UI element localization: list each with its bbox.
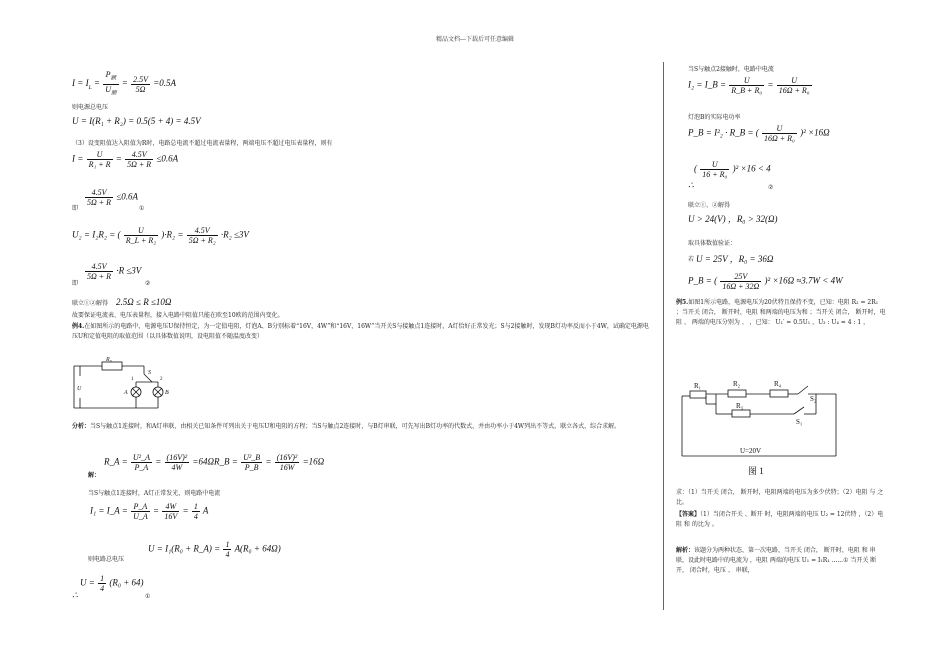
equation-u-r0: U = $\frac{1}{4}$ (R₀ + 64) — [80, 574, 144, 593]
label-r0: R₀ — [106, 357, 112, 363]
mark-1: ① — [139, 205, 145, 212]
label-s2: S₂ — [810, 395, 817, 403]
equation-ineq-2: $\frac{4.5V}{5\Omega + R}$ ·R ≤3V — [87, 262, 142, 281]
text-solve-right: 联立①、②解得 — [688, 202, 731, 209]
label-lamp-a: A — [124, 390, 128, 396]
equation-current-limit: I = $\frac{U}{\text{R₁ + R}}$ = $\frac{4.5V}{5\Omega + R}$ ≤0.6A — [72, 150, 179, 169]
text-ji-1: 即 — [72, 205, 79, 212]
text-lamp-b-power: 灯泡B的实际电功率 — [688, 114, 741, 121]
text-verify: 取具体数值验证： — [688, 240, 737, 247]
equation-ineq-1: $\frac{4.5V}{5\Omega + R}$ ≤0.6A — [87, 188, 139, 207]
text-conclusion: 故要保证电流表、电压表量程，接入电路中阻值只能在欧至10欧的范围内变化。 — [72, 312, 284, 319]
mark-2: ② — [145, 280, 151, 287]
equation-total-voltage: U = I(R₁ + R₂) = 0.5(5 + 4) = 4.5V — [72, 116, 201, 126]
label-lamp-b: B — [165, 390, 169, 396]
example-5: 例5.如图1所示电路，电源电压为20伏特且保持不变，已知：电阻 R₂ = 2R₁ ；当开关 闭合， 断开时，电阻 和两端的电压为和 ；当开关 闭合， 断开时，电阻 、 两端的电压分别为 、 ，已知： U₁′ = 0.5U₁ ，U₃ : U₄ = 4 : 1 ， — [676, 299, 886, 326]
explanation: 解析：该题分为两种状态，第一次电路，当开关 闭合， 断开时，电阻 和 串联，设此时电路中的电流为 ，电阻 两端的电压 U₁ = I₁R₁ ......① 当开关 断开， 闭合时，电压 、 串联， — [676, 547, 877, 574]
label-voltage-u: U — [77, 386, 82, 392]
label-contact-1: 1 — [131, 377, 134, 382]
equation-voltage-limit: U₂ = I₂R₂ = ( $\frac{U}{\text{R\_L + R₂}}$ )·R₂ = $\frac{4.5V}{\text{5Ω + R₂}}$ ·R₂ ≤3V — [72, 226, 249, 245]
equation-rb: R_B = $\frac{\text{U²\_B}}{P\_B}$ = $\frac{\text{(16V)²}}{16W}$ =16Ω — [214, 453, 325, 472]
label-switch-s: S — [148, 370, 151, 376]
text-if: 若 — [688, 256, 695, 263]
therefore-2: ∴ — [688, 180, 694, 190]
label-r4: R₄ — [774, 380, 782, 388]
equation-current: $I = I_L$ = $P_额$ $U_额$ = $\frac{2.5V}{5\Omega}$ =0.5A — [72, 70, 177, 97]
text-part3: （3）设变阻值达入阻值为R时，电路总电流不超过电流表量程，两端电压不超过电压表量程，则有 — [72, 140, 333, 147]
equation-i2: I₂ = I_B = $\frac{U}{\text{R\_B + R₀}}$ = $\frac{U}{\text{16Ω + R₀}}$ — [688, 76, 810, 95]
equation-u-r0-result: U > 24(V) ，R₀ > 32(Ω) — [688, 214, 778, 224]
text-total-voltage-2: 则电路总电压 — [88, 556, 125, 563]
figure-caption: 图 1 — [748, 466, 764, 476]
answer: 【答案】（1）当闭合开关 、断开 时，电阻两端的电压 U₂ = 12伏特 ，（2）电阻 和 的比为 。 — [676, 511, 884, 528]
equation-result-range: 2.5Ω ≤ R ≤10Ω — [116, 297, 172, 307]
label-u-20v: U=20V — [740, 447, 762, 455]
text-switch-contact-2: 当S与触点2接触时，电路中电流 — [688, 66, 774, 73]
circuit-diagram-ex4 — [72, 352, 184, 412]
equation-pb-check: P_B = ( $\frac{25V}{16\Omega + 32\Omega}$ )² ×16Ω ≈3.7W < 4W — [688, 272, 843, 291]
equation-pb-ineq: ( $\frac{U}{\text{16 + R₀}}$ )² ×16 < 4 — [694, 160, 771, 179]
mark-right-2: ② — [768, 184, 774, 191]
text-solve-prefix: 联立①②解得 — [72, 300, 109, 307]
equation-i1: I₁ = I_A = $\frac{P\_A}{U\_A}$ = $\frac{4W}{16V}$ = $\frac{1}{4}$ A — [90, 502, 209, 521]
equation-sample-values: U = 25V ，R₀ = 36Ω — [696, 254, 774, 264]
solution-label: 解： — [88, 472, 101, 479]
therefore-1: ∴ — [72, 590, 78, 600]
label-contact-2: 2 — [160, 377, 163, 382]
label-r2: R₂ — [733, 380, 741, 388]
text-ji-2: 即 — [72, 280, 79, 287]
label-s1: S₁ — [796, 418, 803, 426]
equation-ra: R_A = $\frac{\text{U²\_A}}{P\_A}$ = $\frac{\text{(16V)²}}{4W}$ =64Ω — [104, 453, 215, 472]
mark-3: ① — [145, 593, 151, 600]
column-divider — [663, 62, 664, 610]
page-header: 精品文档---下载后可任意编辑 — [435, 36, 515, 43]
example-4: 例4.在如图所示的电路中，电源电压U保持恒定，为一定值电阻，灯泡A、B分别标着“16V，4W”和“16V，16W”当开关S与接触点1连接时，A灯恰好正常发光；S与2接触时，发现B灯功率反而小于4W，试确定电源电压U和定值电阻的取值范围（以具体数值说明，设电阻值不随温度改变） — [72, 323, 649, 340]
label-r3: R₃ — [736, 402, 744, 410]
equation-pb: P_B = I²₂ · R_B = ( $\frac{U}{\text{16Ω + R₀}}$ )² ×16Ω — [688, 124, 830, 143]
circuit-diagram-fig1 — [676, 374, 844, 480]
equation-u-total: U = I₁(R₀ + R_A) = $\frac{1}{4}$ A(R₀ + 64Ω) — [148, 540, 281, 559]
analysis: 分析：当S与触点1连接时，和A灯串联，由相关已知条件可列出关于电压U和电阻的方程；当S与触点2连接时，与B灯串联，可先写出B灯功率的代数式，并由功率小于4W列出不等式，联立各式，综合求解。 — [72, 423, 621, 430]
text-switch-contact-1: 当S与触点1连接时，A灯正常发光，则电路中电流 — [88, 490, 221, 497]
label-r1: R₁ — [694, 382, 702, 390]
text-total-voltage: 则电源总电压 — [72, 104, 109, 111]
question: 求：（1）当开关 闭合， 断开时，电阻两端的电压为多少伏特；（2）电阻 与 之比。 — [676, 489, 884, 506]
